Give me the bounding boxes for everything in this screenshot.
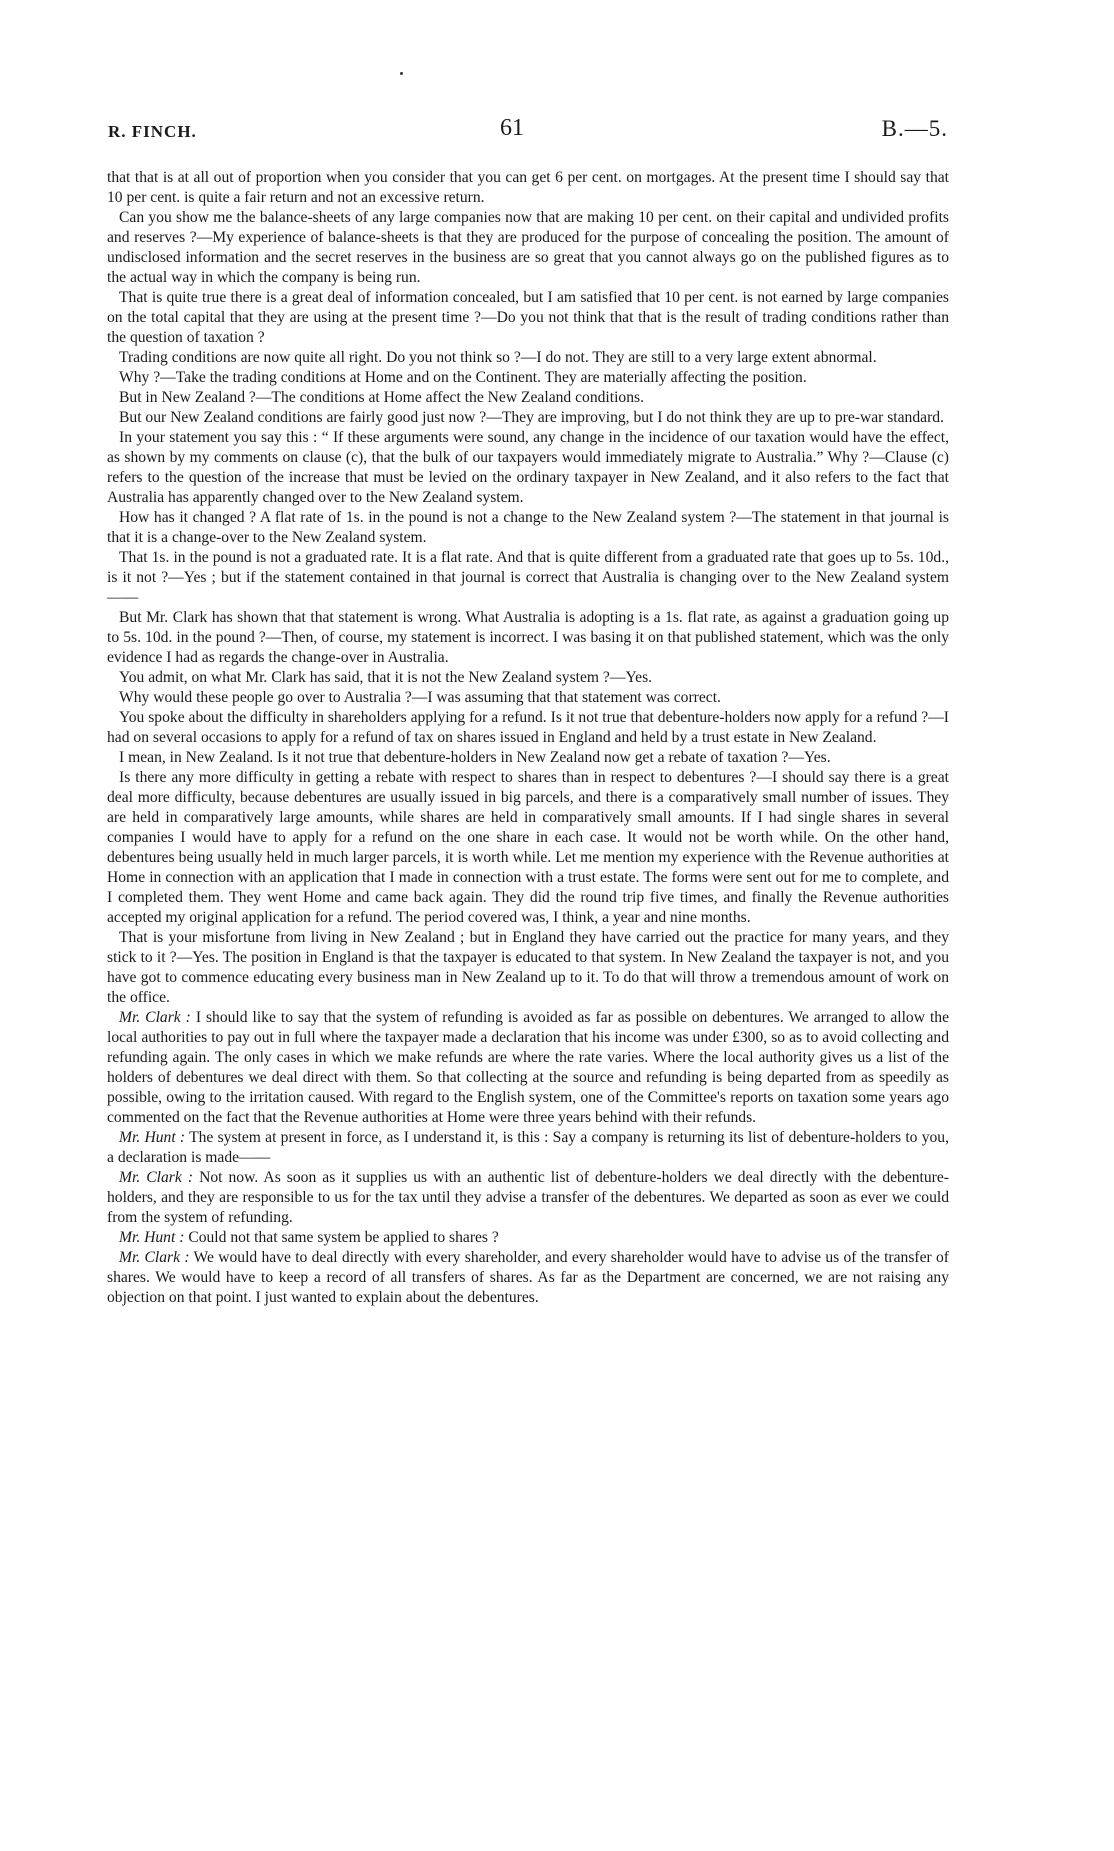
header-witness-name: R. FINCH. <box>108 122 197 141</box>
speck-mark <box>400 72 403 75</box>
paragraph-text: The system at present in force, as I understand it, is this : Say a company is returning its list of debenture-holders to you, a declaration is made—— <box>107 1129 949 1166</box>
transcript-paragraph <box>107 1248 949 1308</box>
paragraph-text: But our New Zealand conditions are fairly good just now ?—They are improving, but I do not think they are up to pre-war standard. <box>119 409 944 426</box>
paragraph-text: Could not that same system be applied to shares ? <box>188 1229 499 1246</box>
transcript-paragraph <box>107 168 949 208</box>
paragraph-text: Is there any more difficulty in getting a rebate with respect to shares than in respect to debentures ?—I should say there is a great deal more difficulty, because debentures are usually issued in big parcels, and there is a comparatively small number of issues. They are held in comparatively large amounts, while shares are held in comparatively small amounts. If I had single shares in several companies I would have to apply for a refund on the one share in each case. It would not be worth while. On the other hand, debentures being usually held in much larger parcels, it is worth while. Let me mention my experience with the Revenue authorities at Home in connection with an application that I made in connection with a trust estate. The forms were sent out for me to complete, and I completed them. They went Home and came back again. They did the round trip five times, and finally the Revenue authorities accepted my original application for a refund. The period covered was, I think, a year and nine months. <box>107 769 949 926</box>
transcript-paragraph <box>107 708 949 748</box>
paragraph-text: But Mr. Clark has shown that that statement is wrong. What Australia is adopting is a 1s. flat rate, as against a graduation going up to 5s. 10d. in the pound ?—Then, of course, my statement is incorrect. I was basing it on that published statement, which was the only evidence I had as regards the change-over in Australia. <box>107 609 949 666</box>
paragraph-text: I mean, in New Zealand. Is it not true that debenture-holders in New Zealand now get a rebate of taxation ?—Yes. <box>119 749 831 766</box>
paragraph-text: You spoke about the difficulty in shareholders applying for a refund. Is it not true that debenture-holders now apply for a refund ?—I had on several occasions to apply for a refund of tax on shares issued in England and held by a trust estate in New Zealand. <box>107 709 949 746</box>
transcript-paragraph <box>107 408 949 428</box>
paragraph-text: Why would these people go over to Australia ?—I was assuming that that statement was correct. <box>119 689 721 706</box>
speaker-name: Mr. Clark : <box>119 1249 190 1266</box>
transcript-paragraph <box>107 348 949 368</box>
document-reference: B.—5. <box>881 116 948 141</box>
transcript-paragraph <box>107 368 949 388</box>
paragraph-text: That is quite true there is a great deal of information concealed, but I am satisfied that 10 per cent. is not earned by large companies on the total capital that they are using at the present time ?—Do you not think that that is the result of trading conditions rather than the question of taxation ? <box>107 289 949 346</box>
paragraph-text: But in New Zealand ?—The conditions at Home affect the New Zealand conditions. <box>119 389 644 406</box>
transcript-paragraph <box>107 1168 949 1228</box>
transcript-paragraph <box>107 1128 949 1168</box>
speaker-name: Mr. Clark : <box>119 1169 194 1186</box>
transcript-paragraph <box>107 508 949 548</box>
transcript-paragraph <box>107 668 949 688</box>
paragraph-text: Can you show me the balance-sheets of any large companies now that are making 10 per cent. on their capital and undivided profits and reserves ?—My experience of balance-sheets is that they are produced for the purpose of concealing the position. The amount of undisclosed information and the secret reserves in the business are so great that you cannot always go on the published figures as to the actual way in which the company is being run. <box>107 209 949 286</box>
transcript-paragraph <box>107 688 949 708</box>
paragraph-text: that that is at all out of proportion when you consider that you can get 6 per cent. on mortgages. At the present time I should say that 10 per cent. is quite a fair return and not an excessive return. <box>107 169 949 206</box>
paragraph-text: We would have to deal directly with every shareholder, and every shareholder would have to advise us of the transfer of shares. We would have to keep a record of all transfers of shares. As far as the Department are concerned, we are not raising any objection on that point. I just wanted to explain about the debentures. <box>107 1249 949 1306</box>
paragraph-text: That 1s. in the pound is not a graduated rate. It is a flat rate. And that is quite different from a graduated rate that goes up to 5s. 10d., is it not ?—Yes ; but if the statement contained in that journal is correct that Australia is changing over to the New Zealand system—— <box>107 549 949 606</box>
paragraph-text: Not now. As soon as it supplies us with an authentic list of debenture-holders we deal directly with the debenture-holders, and they are responsible to us for the tax until they advise a transfer of the debentures. We departed as soon as ever we could from the system of refunding. <box>107 1169 949 1226</box>
paragraph-text: You admit, on what Mr. Clark has said, that it is not the New Zealand system ?—Yes. <box>119 669 653 686</box>
speaker-name: Mr. Hunt : <box>119 1229 185 1246</box>
transcript-paragraph <box>107 768 949 928</box>
paragraph-text: I should like to say that the system of refunding is avoided as far as possible on debentures. We arranged to allow the local authorities to pay out in full where the taxpayer made a declaration that his income was under £300, so as to avoid collecting and refunding again. The only cases in which we make refunds are where the rate varies. Where the local authority gives us a list of the holders of debentures we deal direct with them. So that collecting at the source and refunding is being departed from as speedily as possible, owing to the irritation caused. With regard to the English system, one of the Committee's reports on taxation some years ago commented on the fact that the Revenue authorities at Home were three years behind with their refunds. <box>107 1009 949 1126</box>
paragraph-text: That is your misfortune from living in New Zealand ; but in England they have carried out the practice for many years, and they stick to it ?—Yes. The position in England is that the taxpayer is educated to that system. In New Zealand the taxpayer is not, and you have got to commence educating every business man in New Zealand up to it. To do that will throw a tremendous amount of work on the office. <box>107 929 949 1006</box>
transcript-paragraph <box>107 548 949 608</box>
paragraph-text: In your statement you say this : “ If these arguments were sound, any change in the incidence of our taxation would have the effect, as shown by my comments on clause (c), that the bulk of our taxpayers would immediately migrate to Australia.” Why ?—Clause (c) refers to the question of the increase that must be levied on the ordinary taxpayer in New Zealand, and it also refers to the fact that Australia has apparently changed over to the New Zealand system. <box>107 429 949 506</box>
transcript-paragraph <box>107 208 949 288</box>
page-header <box>108 115 948 148</box>
paragraph-text: Why ?—Take the trading conditions at Home and on the Continent. They are materially affecting the position. <box>119 369 807 386</box>
transcript-paragraph <box>107 608 949 668</box>
transcript-paragraph <box>107 1228 949 1248</box>
page-number: 61 <box>500 115 524 141</box>
transcript-paragraph <box>107 748 949 768</box>
paragraph-text: Trading conditions are now quite all right. Do you not think so ?—I do not. They are still to a very large extent abnormal. <box>119 349 877 366</box>
speaker-name: Mr. Hunt : <box>119 1129 186 1146</box>
transcript-paragraph <box>107 388 949 408</box>
transcript-paragraph <box>107 288 949 348</box>
transcript-paragraph <box>107 428 949 508</box>
transcript-paragraph <box>107 928 949 1008</box>
paragraph-text: How has it changed ? A flat rate of 1s. in the pound is not a change to the New Zealand system ?—The statement in that journal is that it is a change-over to the New Zealand system. <box>107 509 949 546</box>
speaker-name: Mr. Clark : <box>119 1009 191 1026</box>
transcript-body <box>107 168 949 1308</box>
transcript-paragraph <box>107 1008 949 1128</box>
